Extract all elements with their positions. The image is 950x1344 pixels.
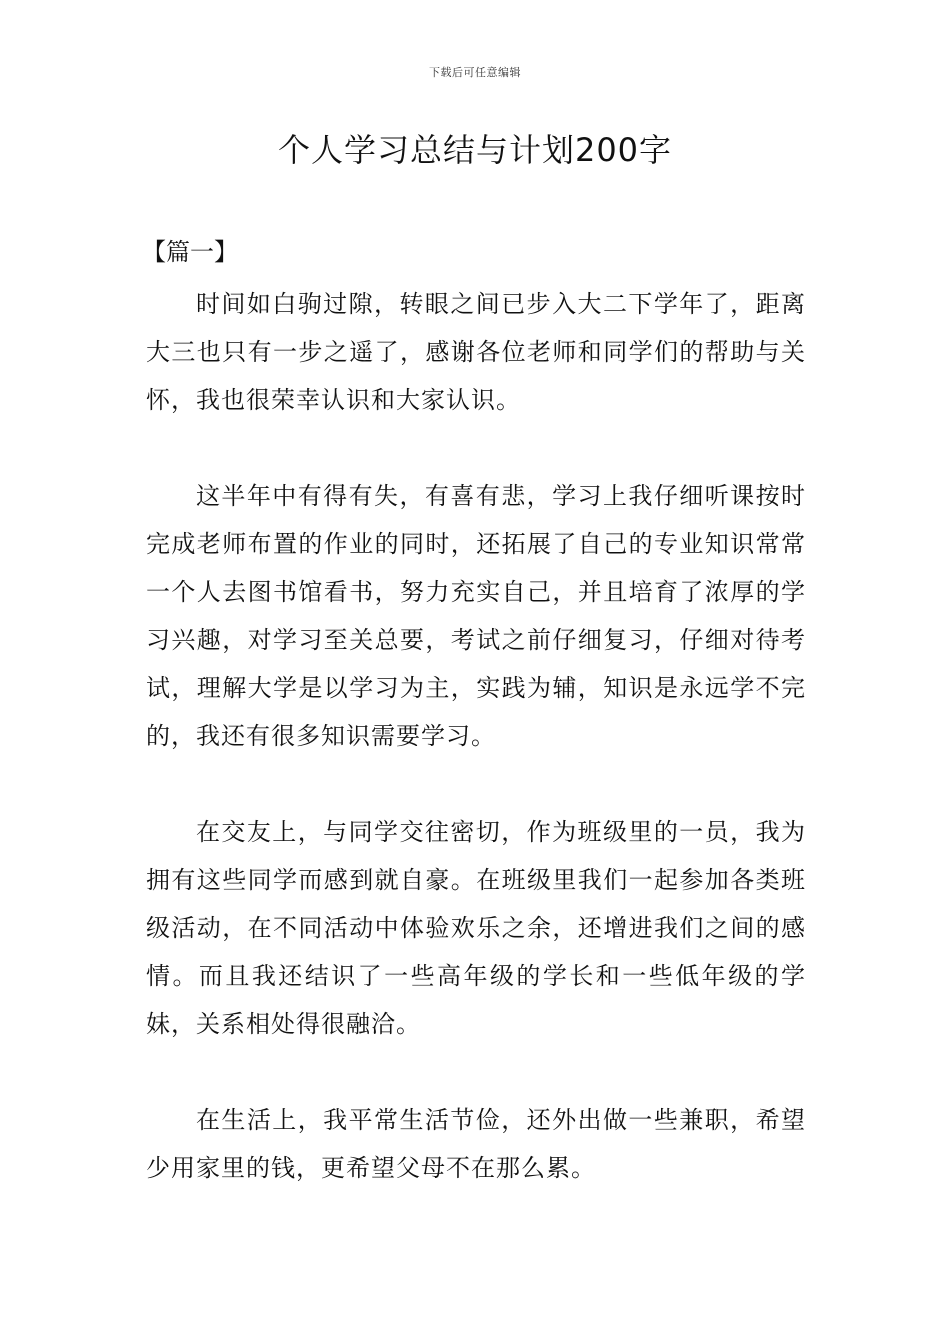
- paragraph-3: 在交友上，与同学交往密切，作为班级里的一员，我为拥有这些同学而感到就自豪。在班级里我们一起参加各类班级活动，在不同活动中体验欢乐之余，还增进我们之间的感情。而且我还结识了一些高年级的学长和一些低年级的学妹，关系相处得很融洽。: [146, 818, 806, 1038]
- document-title: 个人学习总结与计划200字: [277, 131, 673, 169]
- paragraph-2: 这半年中有得有失，有喜有悲，学习上我仔细听课按时完成老师布置的作业的同时，还拓展了自己的专业知识常常一个人去图书馆看书，努力充实自己，并且培育了浓厚的学习兴趣，对学习至关总要，考试之前仔细复习，仔细对待考试，理解大学是以学习为主，实践为辅，知识是永远学不完的，我还有很多知识需要学习。: [146, 482, 806, 750]
- document-body: [142, 228, 806, 1192]
- section-heading: 【篇一】: [142, 238, 238, 266]
- paragraph-1: 时间如白驹过隙，转眼之间已步入大二下学年了，距离大三也只有一步之遥了，感谢各位老师和同学们的帮助与关怀，我也很荣幸认识和大家认识。: [146, 290, 806, 414]
- header-note: 下载后可任意编辑: [429, 66, 521, 79]
- paragraph-4: 在生活上，我平常生活节俭，还外出做一些兼职，希望少用家里的钱，更希望父母不在那么累。: [146, 1106, 806, 1182]
